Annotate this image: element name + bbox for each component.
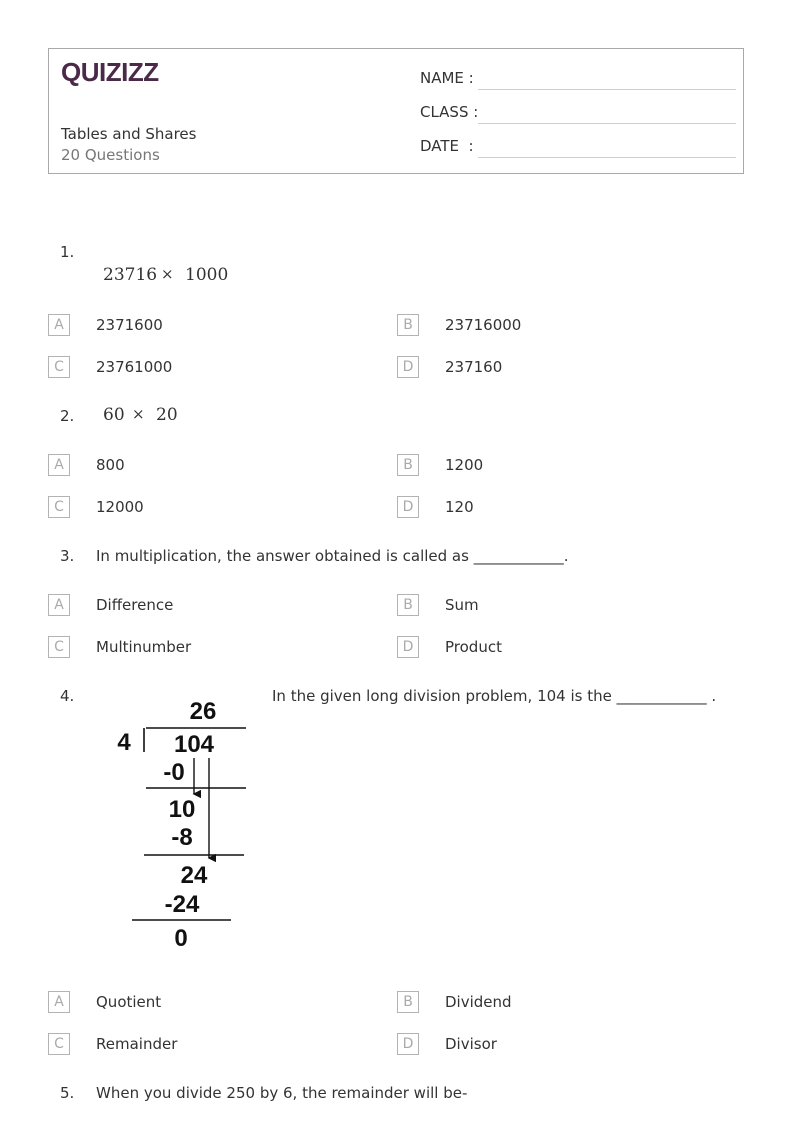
option-d-text[interactable]: 237160 [445, 358, 503, 376]
expression-right: 20 [156, 405, 178, 425]
divisor-text: 4 [117, 729, 131, 756]
quotient-text: 26 [189, 698, 217, 725]
question-text: In multiplication, the answer obtained is called as ____________. [96, 547, 569, 565]
name-field[interactable] [420, 69, 735, 91]
option-a-box[interactable]: A [48, 454, 70, 476]
question-text: When you divide 250 by 6, the remainder will be- [96, 1084, 468, 1102]
option-d-box[interactable]: D [397, 356, 419, 378]
option-a-text[interactable]: 2371600 [96, 316, 163, 334]
option-b-box[interactable]: B [397, 991, 419, 1013]
class-line[interactable] [478, 123, 736, 124]
question-number: 1. [60, 243, 75, 261]
option-c-box[interactable]: C [48, 1033, 70, 1055]
expression-right: 1000 [185, 265, 229, 285]
option-d-box[interactable]: D [397, 1033, 419, 1055]
date-line[interactable] [478, 157, 736, 158]
dividend-text: 104 [173, 731, 215, 758]
option-c-text[interactable]: Multinumber [96, 638, 192, 656]
long-division-figure [110, 692, 255, 957]
option-b-text[interactable]: Dividend [445, 993, 512, 1011]
question-number: 4. [60, 687, 75, 705]
option-a-box[interactable]: A [48, 991, 70, 1013]
times-sign: × [161, 265, 174, 283]
option-b-box[interactable]: B [397, 594, 419, 616]
option-b-text[interactable]: 23716000 [445, 316, 522, 334]
expression-left: 23716 [103, 265, 158, 285]
option-d-box[interactable]: D [397, 636, 419, 658]
class-field[interactable] [420, 103, 735, 125]
date-label: DATE : [420, 137, 474, 155]
step-minus-8: -8 [171, 824, 193, 851]
worksheet-title: Tables and Shares [61, 125, 197, 143]
option-d-box[interactable]: D [397, 496, 419, 518]
quizizz-logo: QUIZIZZ [61, 57, 159, 87]
option-d-text[interactable]: 120 [445, 498, 474, 516]
step-24: 24 [180, 862, 208, 889]
option-a-box[interactable]: A [48, 314, 70, 336]
option-c-box[interactable]: C [48, 496, 70, 518]
option-a-text[interactable]: 800 [96, 456, 125, 474]
option-d-text[interactable]: Product [445, 638, 502, 656]
remainder-text: 0 [174, 925, 188, 952]
question-number: 3. [60, 547, 75, 565]
option-b-box[interactable]: B [397, 454, 419, 476]
name-line[interactable] [478, 89, 736, 90]
option-a-box[interactable]: A [48, 594, 70, 616]
step-minus-24: -24 [164, 891, 200, 918]
option-b-text[interactable]: 1200 [445, 456, 484, 474]
date-field[interactable] [420, 137, 735, 159]
option-b-text[interactable]: Sum [445, 596, 479, 614]
option-b-box[interactable]: B [397, 314, 419, 336]
option-c-box[interactable]: C [48, 356, 70, 378]
option-c-text[interactable]: Remainder [96, 1035, 178, 1053]
option-c-text[interactable]: 23761000 [96, 358, 173, 376]
option-c-text[interactable]: 12000 [96, 498, 144, 516]
question-number: 5. [60, 1084, 75, 1102]
step-10: 10 [168, 796, 196, 823]
question-text: In the given long division problem, 104 is the ____________ . [272, 687, 717, 705]
name-label: NAME : [420, 69, 474, 87]
question-count: 20 Questions [61, 146, 160, 164]
question-number: 2. [60, 407, 75, 425]
worksheet-header [48, 48, 744, 174]
expression-left: 60 [103, 405, 125, 425]
option-d-text[interactable]: Divisor [445, 1035, 497, 1053]
option-a-text[interactable]: Quotient [96, 993, 162, 1011]
option-c-box[interactable]: C [48, 636, 70, 658]
option-a-text[interactable]: Difference [96, 596, 174, 614]
times-sign: × [132, 405, 145, 423]
class-label: CLASS : [420, 103, 479, 121]
step-minus-0: -0 [163, 759, 185, 786]
